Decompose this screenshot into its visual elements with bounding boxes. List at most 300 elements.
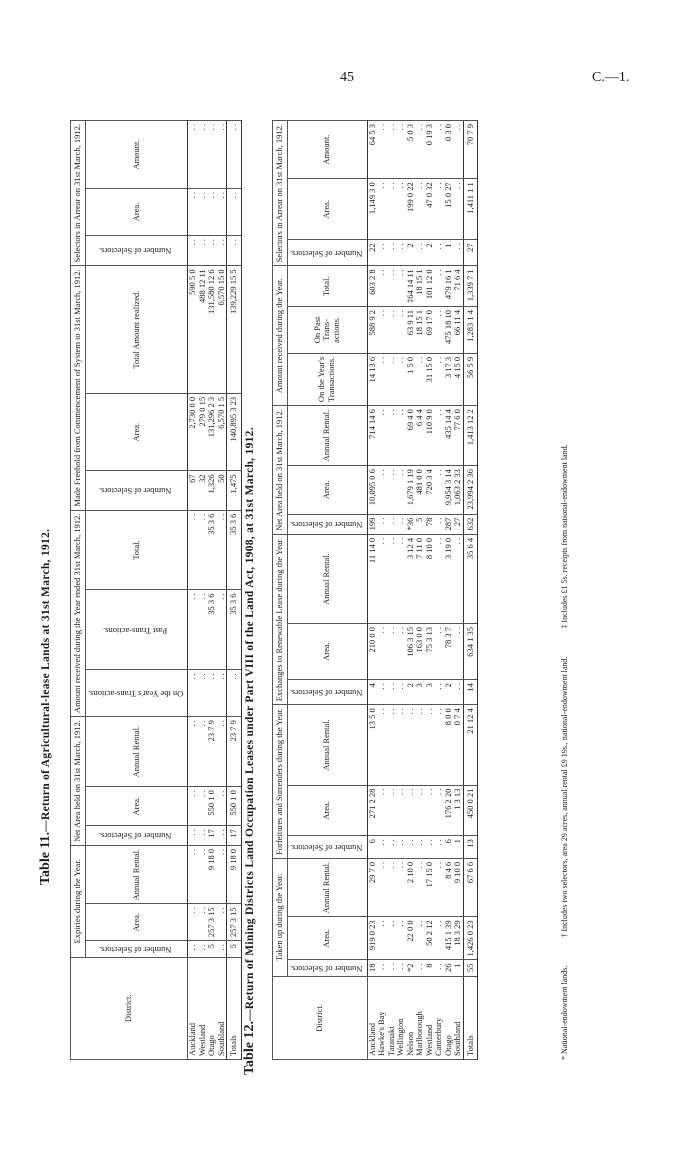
table-cell: 21 12 4 [463, 705, 478, 785]
table-cell: 1 [453, 960, 463, 977]
table-row [188, 121, 198, 1060]
table-cell: 71 6 4 [453, 266, 463, 307]
table-cell: . . [387, 406, 397, 466]
table-cell: . . [415, 121, 425, 179]
table-cell: 70 7 9 [463, 121, 478, 179]
totals-row [227, 121, 242, 1060]
table-cell: 6 4 4 [415, 406, 425, 466]
table-cell: . . [387, 917, 397, 960]
table-cell: . . [377, 240, 387, 266]
district-name: Otago [207, 957, 217, 1059]
table-cell: 131,580 12 6 [207, 266, 217, 394]
table-cell: . . [387, 534, 397, 623]
table-cell: 632 [463, 514, 478, 534]
t11-sub-selectors: Number of Selectors. [85, 826, 188, 846]
table-cell: 3 12 4 [406, 534, 416, 623]
table-cell: 13 [463, 836, 478, 859]
table-cell: 23 7 9 [207, 717, 217, 787]
table-cell: 27 [463, 240, 478, 266]
table-cell: . . [227, 188, 242, 235]
table-cell: . . [198, 121, 208, 189]
table-cell: . . [387, 705, 397, 785]
table-cell: . . [207, 121, 217, 189]
table-cell: . . [425, 836, 435, 859]
table-cell: 31 15 0 [425, 353, 435, 405]
table-cell: . . [188, 590, 198, 670]
table12-label: Table 12. [242, 1021, 257, 1075]
footnote-star: * National-endowment lands. [560, 965, 569, 1060]
table-cell: . . [217, 236, 227, 266]
table-cell: . . [415, 836, 425, 859]
table-row [425, 121, 435, 1060]
t12-sub-rental: Annual Rental. [287, 534, 367, 623]
table-cell: 5 [207, 941, 217, 958]
table-cell: 287 [444, 514, 454, 534]
table-cell: . . [434, 858, 444, 916]
table-cell: 50 [217, 471, 227, 510]
table-cell: . . [207, 670, 217, 717]
table-cell: . . [396, 705, 406, 785]
table-cell: 64 5 3 [367, 121, 377, 179]
table-cell: . . [434, 624, 444, 680]
table-cell: *36 [406, 514, 416, 534]
table-cell: 47 0 32 [425, 179, 435, 240]
t12-col-arrear: Selectors in Arrear on 31st March, 1912. [273, 121, 288, 266]
t12-col-net-area: Net Area held on 31st March, 1912. [273, 406, 288, 535]
table-cell: 2 [425, 240, 435, 266]
table11-label: Table 11. [38, 831, 53, 885]
table-cell: . . [387, 179, 397, 240]
table-cell: 3 [425, 680, 435, 705]
table-cell: . . [453, 680, 463, 705]
table-cell: 17 [207, 826, 217, 846]
table-row [406, 121, 416, 1060]
table-cell: 13 5 0 [367, 705, 377, 785]
table-cell: . . [217, 121, 227, 189]
t12-sub-past: On Past Trans-actions. [287, 307, 367, 354]
district-name: Canterbury [434, 976, 444, 1059]
table-cell: 1,149 3 0 [367, 179, 377, 240]
table-cell: 5 [227, 941, 242, 958]
table-cell: . . [415, 858, 425, 916]
table-cell: . . [188, 845, 198, 903]
table-cell: . . [415, 960, 425, 977]
table-cell: 22 0 0 [406, 917, 416, 960]
t12-col-amount-received: Amount received during the Year. [273, 266, 288, 406]
table-cell: . . [415, 179, 425, 240]
table-cell: . . [434, 406, 444, 466]
district-name: Hawke's Bay [377, 976, 387, 1059]
table-row [387, 121, 397, 1060]
table-cell: 257 3 15 [207, 904, 217, 941]
table-cell: 8 0 0 [444, 705, 454, 785]
table-cell: . . [396, 179, 406, 240]
table12-caption: —Return of Mining Districts Land Occupation Leases under Part VIII of the Land Act, 1908, at 31st March, 1912. [244, 427, 256, 1022]
table-cell: . . [377, 705, 387, 785]
table-cell: . . [377, 307, 387, 354]
table-cell: 18 15 1 [415, 266, 425, 307]
table-row [207, 121, 217, 1060]
table-cell: . . [387, 624, 397, 680]
table-cell: . . [434, 307, 444, 354]
table-cell: 415 1 39 [444, 917, 454, 960]
table-row [415, 121, 425, 1060]
t11-col-expiries: Expiries during the Year. [71, 845, 86, 957]
table-cell: 1,413 12 2 [463, 406, 478, 466]
table-cell: 8 10 0 [425, 534, 435, 623]
table-cell: . . [188, 826, 198, 846]
t11-sub-selectors: Number of Selectors. [85, 471, 188, 510]
t12-sub-total: Total. [287, 266, 367, 307]
table-cell: 1,339 7 1 [463, 266, 478, 307]
table-cell: . . [377, 917, 387, 960]
table-row [367, 121, 377, 1060]
table-cell: . . [188, 717, 198, 787]
table-cell: 75 3 13 [425, 624, 435, 680]
t11-sub-rental: Annual Rental. [85, 845, 188, 903]
table-cell: 18 [367, 960, 377, 977]
table-cell: . . [425, 785, 435, 836]
table-cell: 176 2 20 [444, 785, 454, 836]
t11-sub-on-year: On the Year's Trans-actions. [85, 670, 188, 717]
t11-sub-past: Past Trans-actions. [85, 590, 188, 670]
table-cell: . . [434, 917, 444, 960]
table11-caption: —Return of Agricultural-lease Lands at 31st March, 1912. [40, 528, 52, 832]
t12-sub-selectors: Number of Selectors. [287, 514, 367, 534]
table-cell: 2 10 0 [406, 858, 416, 916]
table-cell: 67 6 6 [463, 858, 478, 916]
table-cell: 66 11 4 [453, 307, 463, 354]
table-cell: 7 11 0 [415, 534, 425, 623]
section-code: C.—1. [592, 70, 630, 85]
table-cell: 35 3 6 [207, 510, 217, 590]
table-cell: 78 3 7 [444, 624, 454, 680]
table-cell: 6,570 15 0 [217, 266, 227, 394]
table-cell: . . [396, 960, 406, 977]
t12-sub-area: Area. [287, 917, 367, 960]
table-cell: 588 9 2 [367, 307, 377, 354]
district-name: Marlborough [415, 976, 425, 1059]
table-cell: . . [207, 188, 217, 235]
t12-sub-selectors: Number of Selectors. [287, 680, 367, 705]
table-cell: 1,475 [227, 471, 242, 510]
table11-body [188, 121, 242, 1060]
table-cell: 1,063 2 33 [453, 466, 463, 515]
table-cell: 4 15 0 [453, 353, 463, 405]
t11-sub-rental: Annual Rental. [85, 717, 188, 787]
table-cell: . . [217, 845, 227, 903]
table-cell: 5 0 3 [406, 121, 416, 179]
t12-sub-rental: Annual Rental. [287, 406, 367, 466]
table-cell: . . [434, 514, 444, 534]
table-cell: 450 0 21 [463, 785, 478, 836]
table-cell: 35 6 4 [463, 534, 478, 623]
table-cell: 2 [406, 240, 416, 266]
t12-sub-selectors: Number of Selectors. [287, 960, 367, 977]
table-cell: . . [198, 717, 208, 787]
table-cell: . . [377, 121, 387, 179]
table-cell: 8 [425, 960, 435, 977]
table-cell: 35 3 6 [227, 510, 242, 590]
table-cell: . . [396, 266, 406, 307]
table-cell: . . [415, 705, 425, 785]
table-cell: 26 [444, 960, 454, 977]
t11-sub-selectors: Number of Selectors. [85, 236, 188, 266]
table-cell: . . [217, 717, 227, 787]
table-cell: . . [387, 960, 397, 977]
table-cell: . . [415, 917, 425, 960]
table-cell: . . [406, 705, 416, 785]
table-cell: . . [377, 858, 387, 916]
table-row [444, 121, 454, 1060]
table-cell: . . [453, 179, 463, 240]
t12-col-forfeitures: Forfeitures and Surrenders during the Year. [273, 705, 288, 859]
t11-sub-amount: Amount. [85, 121, 188, 189]
table-cell: 1 5 0 [406, 353, 416, 405]
table-cell: . . [396, 836, 406, 859]
table-cell: *2 [406, 960, 416, 977]
table-cell: . . [396, 466, 406, 515]
table-cell: . . [434, 353, 444, 405]
t11-sub-total: Total. [85, 510, 188, 590]
table-cell: 550 1 0 [227, 787, 242, 826]
table11 [70, 120, 242, 1060]
table-cell: 11 14 0 [367, 534, 377, 623]
t12-sub-selectors: Number of Selectors. [287, 240, 367, 266]
table-cell: 63 9 11 [406, 307, 416, 354]
district-name: Auckland [367, 976, 377, 1059]
table-cell: . . [217, 590, 227, 670]
table-cell: . . [453, 624, 463, 680]
rotated-sheet [20, 90, 620, 1090]
table-cell: . . [198, 236, 208, 266]
table-cell: . . [377, 179, 387, 240]
table-cell: 18 3 29 [453, 917, 463, 960]
district-name: Totals [463, 976, 478, 1059]
table-cell: . . [406, 836, 416, 859]
table-cell: 6 [367, 836, 377, 859]
table-cell: 1,283 1 4 [463, 307, 478, 354]
table-cell: . . [387, 466, 397, 515]
totals-row [463, 121, 478, 1060]
table-cell: . . [453, 240, 463, 266]
table-cell: . . [396, 353, 406, 405]
table-cell: . . [387, 307, 397, 354]
table-cell: . . [377, 466, 387, 515]
t11-sub-area: Area. [85, 787, 188, 826]
table-cell: . . [434, 785, 444, 836]
table-cell: . . [425, 705, 435, 785]
table-cell: . . [387, 514, 397, 534]
table-cell: . . [217, 670, 227, 717]
table-cell: 69 17 0 [425, 307, 435, 354]
table-cell: 14 [463, 680, 478, 705]
table-cell: 78 [425, 514, 435, 534]
table-row [377, 121, 387, 1060]
t12-col-exchanges: Exchanges to Renewable Lease during the Year. [273, 534, 288, 704]
table-cell: . . [434, 240, 444, 266]
table-cell: . . [188, 670, 198, 717]
table-cell: 131,296 2 3 [207, 393, 217, 470]
table-cell: 475 18 10 [444, 307, 454, 354]
table-cell: . . [227, 121, 242, 189]
district-name: Southland [217, 957, 227, 1059]
table-cell: ‡64 14 11 [406, 266, 416, 307]
table-cell: . . [217, 787, 227, 826]
table-cell: . . [396, 624, 406, 680]
t12-sub-area: Area. [287, 785, 367, 836]
table-cell: 106 3 15 [406, 624, 416, 680]
table-row [217, 121, 227, 1060]
table-cell: . . [396, 240, 406, 266]
table-cell: . . [415, 785, 425, 836]
table-cell: . . [198, 510, 208, 590]
t11-col-freehold: Made Freehold from Commencement of System to 31st March, 1912. [71, 266, 86, 510]
table-cell: 101 12 0 [425, 266, 435, 307]
table-cell: . . [217, 188, 227, 235]
table-cell: 139,229 15 5 [227, 266, 242, 394]
table-cell: . . [377, 266, 387, 307]
table-cell: . . [387, 353, 397, 405]
table-cell: 55 [463, 960, 478, 977]
table-cell: . . [387, 121, 397, 179]
table-cell: . . [207, 236, 217, 266]
table-cell: . . [396, 534, 406, 623]
table-cell: . . [434, 960, 444, 977]
table-cell: . . [387, 240, 397, 266]
table-cell: 9 18 0 [227, 845, 242, 903]
table-cell: . . [227, 670, 242, 717]
table-cell: 2 [406, 680, 416, 705]
table-cell: 0 7 4 [453, 705, 463, 785]
table-cell: 199 0 22 [406, 179, 416, 240]
table-cell: . . [377, 534, 387, 623]
table-cell: 257 3 15 [227, 904, 242, 941]
table-cell: . . [387, 680, 397, 705]
table-cell: 488 12 11 [198, 266, 208, 394]
table-cell: . . [188, 941, 198, 958]
t12-sub-rental: Annual Rental. [287, 705, 367, 785]
table-cell: . . [377, 680, 387, 705]
table-cell: 714 14 6 [367, 406, 377, 466]
table-cell: 481 0 0 [415, 466, 425, 515]
table-cell: 210 0 0 [367, 624, 377, 680]
table-cell: 271 2 28 [367, 785, 377, 836]
table-cell: 6,570 1 5 [217, 393, 227, 470]
table-cell: 9 10 0 [453, 858, 463, 916]
table-cell: . . [377, 406, 387, 466]
table-cell: . . [198, 904, 208, 941]
table-cell: 3 19 0 [444, 534, 454, 623]
table-cell: . . [198, 826, 208, 846]
table-cell: . . [377, 785, 387, 836]
district-name: Westland [198, 957, 208, 1059]
t11-col-amount-received: Amount received during the Year ended 31st March, 1912. [71, 510, 86, 716]
table-cell: . . [396, 917, 406, 960]
district-name: Southland [453, 976, 463, 1059]
t12-sub-area: Area. [287, 466, 367, 515]
page-number: 45 [340, 70, 354, 85]
table-cell: 67 [188, 471, 198, 510]
footnote-dagger: † Includes two selectors, area 29 acres, annual rental £9 19s., national-endowment land. [560, 656, 569, 938]
table-cell: . . [227, 236, 242, 266]
table-cell: . . [188, 787, 198, 826]
table-cell: 1 [444, 240, 454, 266]
table-cell: 590 5 0 [188, 266, 198, 394]
table-cell: . . [387, 836, 397, 859]
table12 [272, 120, 478, 1060]
table-row [434, 121, 444, 1060]
table12-title [242, 427, 258, 1075]
table-cell: . . [396, 406, 406, 466]
table-cell: 10,095 0 6 [367, 466, 377, 515]
table-cell: 603 2 8 [367, 266, 377, 307]
district-name: Nelson [406, 976, 416, 1059]
table-cell: 2 [444, 680, 454, 705]
table-cell: . . [188, 510, 198, 590]
table-cell: 9 18 0 [207, 845, 217, 903]
table-cell: . . [434, 121, 444, 179]
table-cell: . . [198, 188, 208, 235]
table-cell: . . [434, 266, 444, 307]
table-cell: 17 15 0 [425, 858, 435, 916]
table-cell: . . [198, 845, 208, 903]
t11-sub-area: Area. [85, 904, 188, 941]
table-cell: . . [434, 705, 444, 785]
district-name: Wellington [396, 976, 406, 1059]
table-cell: . . [198, 590, 208, 670]
table-row [453, 121, 463, 1060]
table-cell: 27 [453, 514, 463, 534]
table-cell: . . [188, 904, 198, 941]
table-cell: 1,426 0 23 [463, 917, 478, 960]
t12-sub-area: Area. [287, 179, 367, 240]
table-cell: . . [387, 266, 397, 307]
table-cell: 22 [367, 240, 377, 266]
table-cell: . . [377, 624, 387, 680]
table-cell: 163 0 0 [415, 624, 425, 680]
table-cell: 6 [444, 836, 454, 859]
t11-col-district: District. [71, 957, 188, 1059]
table-cell: . . [188, 236, 198, 266]
table-cell: . . [396, 514, 406, 534]
district-name: Totals [227, 957, 242, 1059]
table-cell: . . [387, 858, 397, 916]
table-cell: 140,895 3 23 [227, 393, 242, 470]
table-cell: 9,954 3 14 [444, 466, 454, 515]
table-cell: 5 [415, 514, 425, 534]
table-cell: . . [217, 510, 227, 590]
table-cell: 1,411 1 1 [463, 179, 478, 240]
table-cell: . . [396, 680, 406, 705]
table-cell: 56 5 9 [463, 353, 478, 405]
t12-sub-rental: Annual Rental. [287, 858, 367, 916]
district-name: Taranaki [387, 976, 397, 1059]
table-cell: 50 2 12 [425, 917, 435, 960]
table-cell: 35 3 6 [227, 590, 242, 670]
table-cell: 1 [453, 836, 463, 859]
table-cell: . . [406, 785, 416, 836]
table-row [396, 121, 406, 1060]
table-cell: 479 16 1 [444, 266, 454, 307]
t11-sub-selectors: Number of Selectors. [85, 941, 188, 958]
table-cell: . . [434, 836, 444, 859]
t11-sub-area: Area. [85, 393, 188, 470]
district-name: Otago [444, 976, 454, 1059]
table-cell: 4 [367, 680, 377, 705]
t12-sub-area: Area. [287, 624, 367, 680]
t11-sub-total-realized: Total Amount realized. [85, 266, 188, 394]
